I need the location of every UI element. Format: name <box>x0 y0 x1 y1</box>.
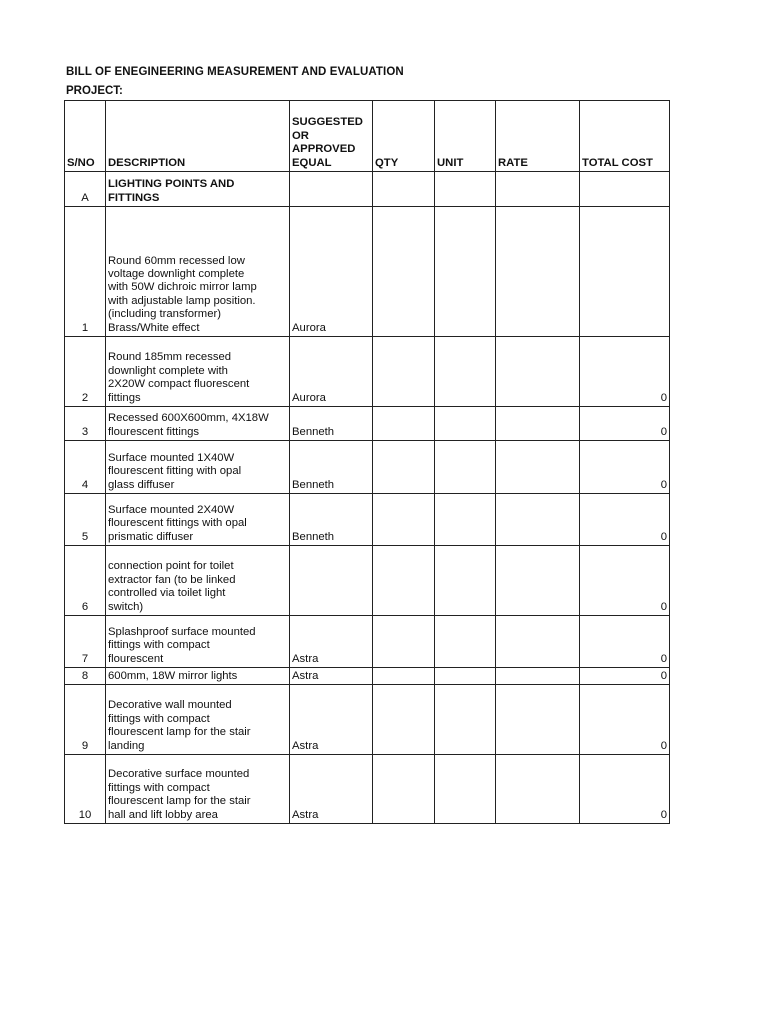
cell-qty <box>373 441 435 494</box>
cell-suggested: Benneth <box>290 407 373 441</box>
table-row <box>65 337 670 407</box>
cell-unit <box>435 337 496 407</box>
cell-qty <box>373 668 435 685</box>
cell-suggested: Aurora <box>290 337 373 407</box>
table-row <box>65 546 670 616</box>
cell-suggested: Astra <box>290 668 373 685</box>
table-row <box>65 616 670 668</box>
cell-rate <box>496 172 580 207</box>
cell-sno: 3 <box>65 407 106 441</box>
cell-total: 0 <box>580 685 670 755</box>
cell-sno: 6 <box>65 546 106 616</box>
table-row <box>65 207 670 337</box>
header-qty: QTY <box>373 101 435 172</box>
cell-total: 0 <box>580 755 670 824</box>
document-title: BILL OF ENEGINEERING MEASUREMENT AND EVALUATION <box>66 66 404 78</box>
cell-unit <box>435 546 496 616</box>
cell-rate <box>496 207 580 337</box>
cell-total: 0 <box>580 494 670 546</box>
cell-total: 0 <box>580 546 670 616</box>
cell-qty <box>373 172 435 207</box>
cell-suggested <box>290 546 373 616</box>
cell-qty <box>373 546 435 616</box>
header-row <box>65 101 670 172</box>
cell-description: Round 185mm recessed downlight complete with 2X20W compact fluorescent fittings <box>106 337 290 407</box>
cell-rate <box>496 407 580 441</box>
cell-qty <box>373 494 435 546</box>
bill-table <box>64 100 670 824</box>
cell-rate <box>496 668 580 685</box>
cell-total: 0 <box>580 407 670 441</box>
cell-qty <box>373 755 435 824</box>
cell-total: 0 <box>580 441 670 494</box>
cell-unit <box>435 668 496 685</box>
cell-total: 0 <box>580 337 670 407</box>
table-row <box>65 685 670 755</box>
cell-description: Splashproof surface mounted fittings with compact flourescent <box>106 616 290 668</box>
cell-rate <box>496 616 580 668</box>
cell-sno: 8 <box>65 668 106 685</box>
cell-sno: 9 <box>65 685 106 755</box>
cell-total: 0 <box>580 616 670 668</box>
table-row <box>65 755 670 824</box>
cell-unit <box>435 441 496 494</box>
cell-qty <box>373 207 435 337</box>
cell-total <box>580 207 670 337</box>
header-rate: RATE <box>496 101 580 172</box>
cell-total <box>580 172 670 207</box>
cell-qty <box>373 337 435 407</box>
cell-rate <box>496 755 580 824</box>
cell-description: Surface mounted 2X40W flourescent fittings with opal prismatic diffuser <box>106 494 290 546</box>
header-unit: UNIT <box>435 101 496 172</box>
header-sno: S/NO <box>65 101 106 172</box>
cell-unit <box>435 494 496 546</box>
cell-description: Recessed 600X600mm, 4X18W flourescent fittings <box>106 407 290 441</box>
cell-qty <box>373 616 435 668</box>
cell-total: 0 <box>580 668 670 685</box>
cell-rate <box>496 546 580 616</box>
cell-qty <box>373 407 435 441</box>
cell-sno: 1 <box>65 207 106 337</box>
table-row <box>65 441 670 494</box>
cell-rate <box>496 441 580 494</box>
header-suggested: SUGGESTED OR APPROVED EQUAL <box>290 101 373 172</box>
cell-sno: 2 <box>65 337 106 407</box>
header-total-cost: TOTAL COST <box>580 101 670 172</box>
cell-unit <box>435 407 496 441</box>
cell-rate <box>496 685 580 755</box>
cell-unit <box>435 685 496 755</box>
cell-suggested: Benneth <box>290 494 373 546</box>
cell-sno: 10 <box>65 755 106 824</box>
cell-sno: 7 <box>65 616 106 668</box>
cell-description: connection point for toilet extractor fan (to be linked controlled via toilet light switch) <box>106 546 290 616</box>
cell-unit <box>435 616 496 668</box>
cell-unit <box>435 755 496 824</box>
table-row <box>65 407 670 441</box>
cell-suggested <box>290 172 373 207</box>
cell-sno: 5 <box>65 494 106 546</box>
cell-rate <box>496 337 580 407</box>
cell-description: LIGHTING POINTS AND FITTINGS <box>106 172 290 207</box>
cell-sno: A <box>65 172 106 207</box>
project-label: PROJECT: <box>66 85 123 97</box>
cell-suggested: Aurora <box>290 207 373 337</box>
cell-suggested: Astra <box>290 685 373 755</box>
table-row <box>65 668 670 685</box>
cell-description: Decorative surface mounted fittings with compact flourescent lamp for the stair hall and lift lobby area <box>106 755 290 824</box>
cell-rate <box>496 494 580 546</box>
cell-description: Decorative wall mounted fittings with compact flourescent lamp for the stair landing <box>106 685 290 755</box>
cell-unit <box>435 172 496 207</box>
cell-qty <box>373 685 435 755</box>
cell-description: Surface mounted 1X40W flourescent fitting with opal glass diffuser <box>106 441 290 494</box>
table-row <box>65 172 670 207</box>
cell-description: 600mm, 18W mirror lights <box>106 668 290 685</box>
header-description: DESCRIPTION <box>106 101 290 172</box>
cell-suggested: Benneth <box>290 441 373 494</box>
table-row <box>65 494 670 546</box>
cell-suggested: Astra <box>290 755 373 824</box>
cell-unit <box>435 207 496 337</box>
cell-description: Round 60mm recessed low voltage downlight complete with 50W dichroic mirror lamp with adjustable lamp position. (including transformer) Brass/White effect <box>106 207 290 337</box>
cell-suggested: Astra <box>290 616 373 668</box>
cell-sno: 4 <box>65 441 106 494</box>
